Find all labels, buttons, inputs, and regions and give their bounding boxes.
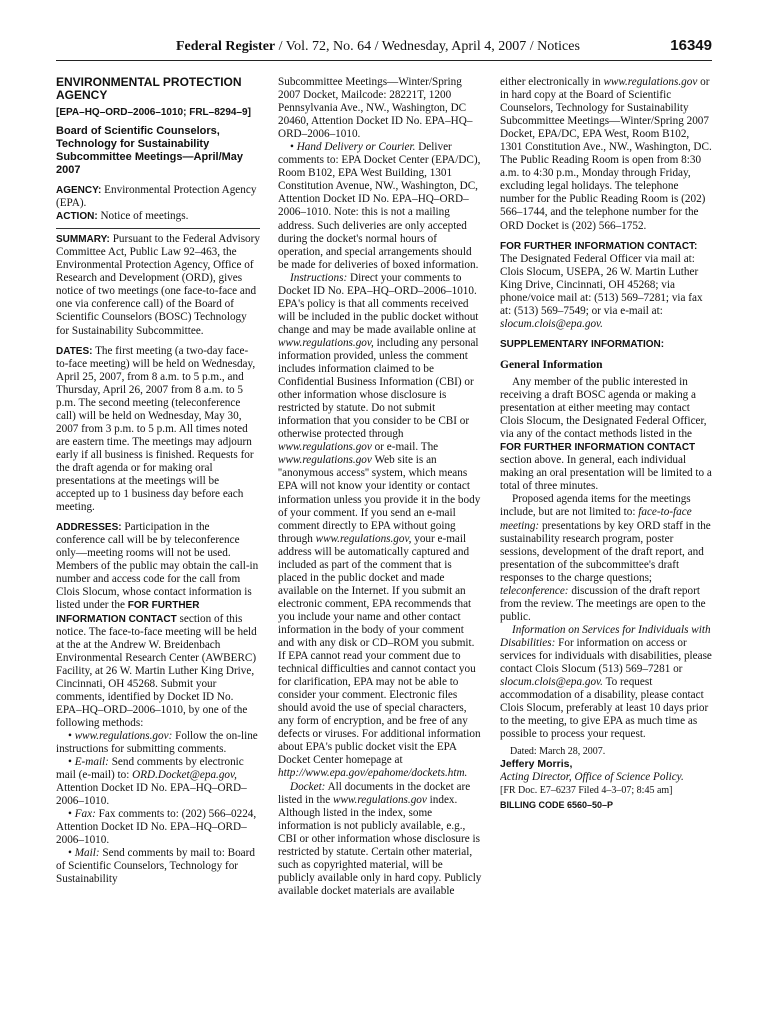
- notice-subject: Board of Scientific Counselors, Technology for Sustainability Subcommittee Meetings—April/May 2007: [56, 125, 244, 177]
- divider: [56, 228, 260, 229]
- general-info-p1: Any member of the public interested in receiving a draft BOSC agenda or making a presentation at either meeting may contact Clois Slocum, the Designated Federal Officer, via any of the contact methods listed in the FOR FURTHER INFORMATION CONTACT section above. In general, each individual making an oral presentation will be limited to a total of three minutes.: [500, 375, 712, 493]
- contact-paragraph: FOR FURTHER INFORMATION CONTACT: The Designated Federal Officer via mail at: Clois Slocum, USEPA, 26 W. Martin Luther King Drive, Cincinnati, OH 45268; via phone/voice mail at: (513) 569–7281; via fax at: (513) 569–7549; or via e-mail at: slocum.clois@epa.gov.: [500, 240, 703, 330]
- fr-doc-line: [FR Doc. E7–6237 Filed 4–3–07; 8:45 am]: [500, 785, 673, 797]
- summary-paragraph: SUMMARY: Pursuant to the Federal Advisory Committee Act, Public Law 92–463, the Environmental Protection Agency, Office of Research and Development (ORD), gives notice of two meetings (one face-to-face and one via conference call) of the Board of Scientific Counselors (BOSC) Technology for Sustainability Subcommittee.: [56, 233, 260, 337]
- bullet-mail: • Mail: Send comments by mail to: Board of Scientific Counselors, Technology for Sustainability: [56, 847, 255, 886]
- column-3: [500, 76, 714, 1016]
- supplementary-heading: SUPPLEMENTARY INFORMATION:: [500, 338, 665, 350]
- bullet-fax: • Fax: Fax comments to: (202) 566–0224, Attention Docket ID No. EPA–HQ–ORD–2006–1010.: [56, 808, 257, 847]
- docket-paragraph: Docket: All documents in the docket are listed in the www.regulations.gov index. Although listed in the index, some information is not publicly available, e.g., CBI or other information whose disclosure is restricted by statute. Certain other material, such as copyrighted material, will be publicly available only in hard copy. Publicly available docket materials are available: [278, 780, 482, 897]
- bullet-email: • E-mail: Send comments by electronic mail (e-mail) to: ORD.Docket@epa.gov, Attention Docket ID No. EPA–HQ–ORD–2006–1010.: [56, 756, 247, 808]
- bullet-web: • www.regulations.gov: Follow the on-line instructions for submitting comments.: [56, 729, 258, 755]
- agency-line: AGENCY: Environmental Protection Agency (EPA).: [56, 184, 257, 210]
- column-1: [56, 76, 260, 1016]
- issue-details: / Vol. 72, No. 64 / Wednesday, April 4, 2007 / Notices: [275, 39, 580, 54]
- general-information-heading: General Information: [500, 358, 603, 371]
- docket-number: [EPA–HQ–ORD–2006–1010; FRL–8294–9]: [56, 107, 251, 118]
- header-title: [176, 39, 580, 55]
- signer-title: Acting Director, Office of Science Policy.: [500, 771, 684, 784]
- general-info-p2: Proposed agenda items for the meetings include, but are not limited to: face-to-face meeting: presentations by key ORD staff in the sustainability research program, poster sessions, development of the draft report, and presentation of the subcommittee's draft responses to the charge questions; teleconference: discussion of the draft report from the review. The meetings are open to the public.: [500, 493, 711, 623]
- page-number: 16349: [670, 37, 712, 54]
- agency-heading: ENVIRONMENTAL PROTECTION AGENCY: [56, 76, 242, 102]
- billing-code: BILLING CODE 6560–50–P: [500, 800, 614, 811]
- docket-availability: either electronically in www.regulations.gov or in hard copy at the Board of Scientific Counselors, Technology for Sustainability Subcommittee Meetings—Winter/Spring 2007 Docket, EPA/DC, EPA West, Room B102, 1301 Constitution Ave., NW., Washington, DC. The Public Reading Room is open from 8:30 a.m. to 4:30 p.m., Monday through Friday, excluding legal holidays. The telephone number for the Public Reading Room is (202) 566–1744, and the telephone number for the ORD Docket is (202) 566–1752.: [500, 76, 712, 232]
- dates-paragraph: DATES: The first meeting (a two-day face-to-face meeting) will be held on Wednesday, April 25, 2007, from 8 a.m. to 5 p.m., and Thursday, April 26, 2007 from 8 a.m. to 5 p.m. The second meeting (teleconference call) will be held on Wednesday, May 30, 2007 from 3 p.m. to 5 p.m. All times noted are eastern time. The meetings may adjourn early if all business is finished. Requests for the draft agenda or for making oral presentations at the meetings will be accepted up to 1 business day before each meeting.: [56, 344, 256, 514]
- dated-line: Dated: March 28, 2007.: [510, 746, 606, 758]
- bullet-hand-delivery: • Hand Delivery or Courier. Deliver comments to: EPA Docket Center (EPA/DC), Room B102, EPA West Building, 1301 Constitution Avenue, NW., Washington, DC, Attention Docket ID No. EPA–HQ–ORD–2006–1010. Note: this is not a mailing address. Such deliveries are only accepted during the docket's normal hours of operation, and special arrangements should be made for deliveries of boxed information.: [278, 141, 481, 271]
- journal-name: Federal Register: [176, 39, 276, 54]
- action-line: ACTION: Notice of meetings.: [56, 210, 189, 223]
- addresses-paragraph: ADDRESSES: Participation in the conference call will be by teleconference only—meeting rooms will not be used. Members of the public may obtain the call-in number and access code for the call from Clois Slocum, whose contact information is listed under the FOR FURTHER INFORMATION CONTACT section of this notice. The face-to-face meeting will be held at the at the Andrew W. Breidenbach Environmental Research Center (AWBERC) Facility, at 26 W. Martin Luther King Drive, Cincinnati, OH 45268. Submit your comments, identified by Docket ID No. EPA–HQ–ORD–2006–1010, by one of the following methods:: [56, 521, 259, 729]
- instructions-paragraph: Instructions: Direct your comments to Docket ID No. EPA–HQ–ORD–2006–1010. EPA's policy is that all comments received will be included in the public docket without change and may be made available online at www.regulations.gov, including any personal information provided, unless the comment includes information claimed to be Confidential Business Information (CBI) or other information whose disclosure is restricted by statute. Do not submit information that you consider to be CBI or otherwise protected through www.regulations.gov or e-mail. The www.regulations.gov Web site is an ''anonymous access'' system, which means EPA will not know your identity or contact information unless you provide it in the body of your comment. If you send an e-mail comment directly to EPA without going through www.regulations.gov, your e-mail address will be automatically captured and included as part of the comment that is placed in the public docket and made available on the Internet. If you submit an electronic comment, EPA recommends that you include your name and other contact information in the body of your comment and with any disk or CD–ROM you submit. If EPA cannot read your comment due to technical difficulties and cannot contact you for clarification, EPA may not be able to consider your comment. Electronic files should avoid the use of special characters, any form of encryption, and be free of any defects or viruses. For additional information about EPA's public docket visit the EPA Docket Center homepage at http://www.epa.gov/epahome/dockets.htm.: [278, 271, 481, 780]
- disability-services-paragraph: Information on Services for Individuals with Disabilities: For information on access or services for individuals with disabilities, please contact Clois Slocum (513) 569–7281 or slocum.clois@epa.gov. To request accommodation of a disability, please contact Clois Slocum, preferably at least 10 days prior to the meeting, to give EPA as much time as possible to process your request.: [500, 623, 712, 741]
- signer-name: Jeffery Morris,: [500, 758, 573, 771]
- mail-address-continued: Subcommittee Meetings—Winter/Spring 2007 Docket, Mailcode: 28221T, 1200 Pennsylvania Ave., NW., Washington, DC 20460, Attention Docket ID No. EPA–HQ–ORD–2006–1010.: [278, 76, 473, 141]
- page-header: [56, 36, 712, 61]
- column-2: [278, 76, 482, 1016]
